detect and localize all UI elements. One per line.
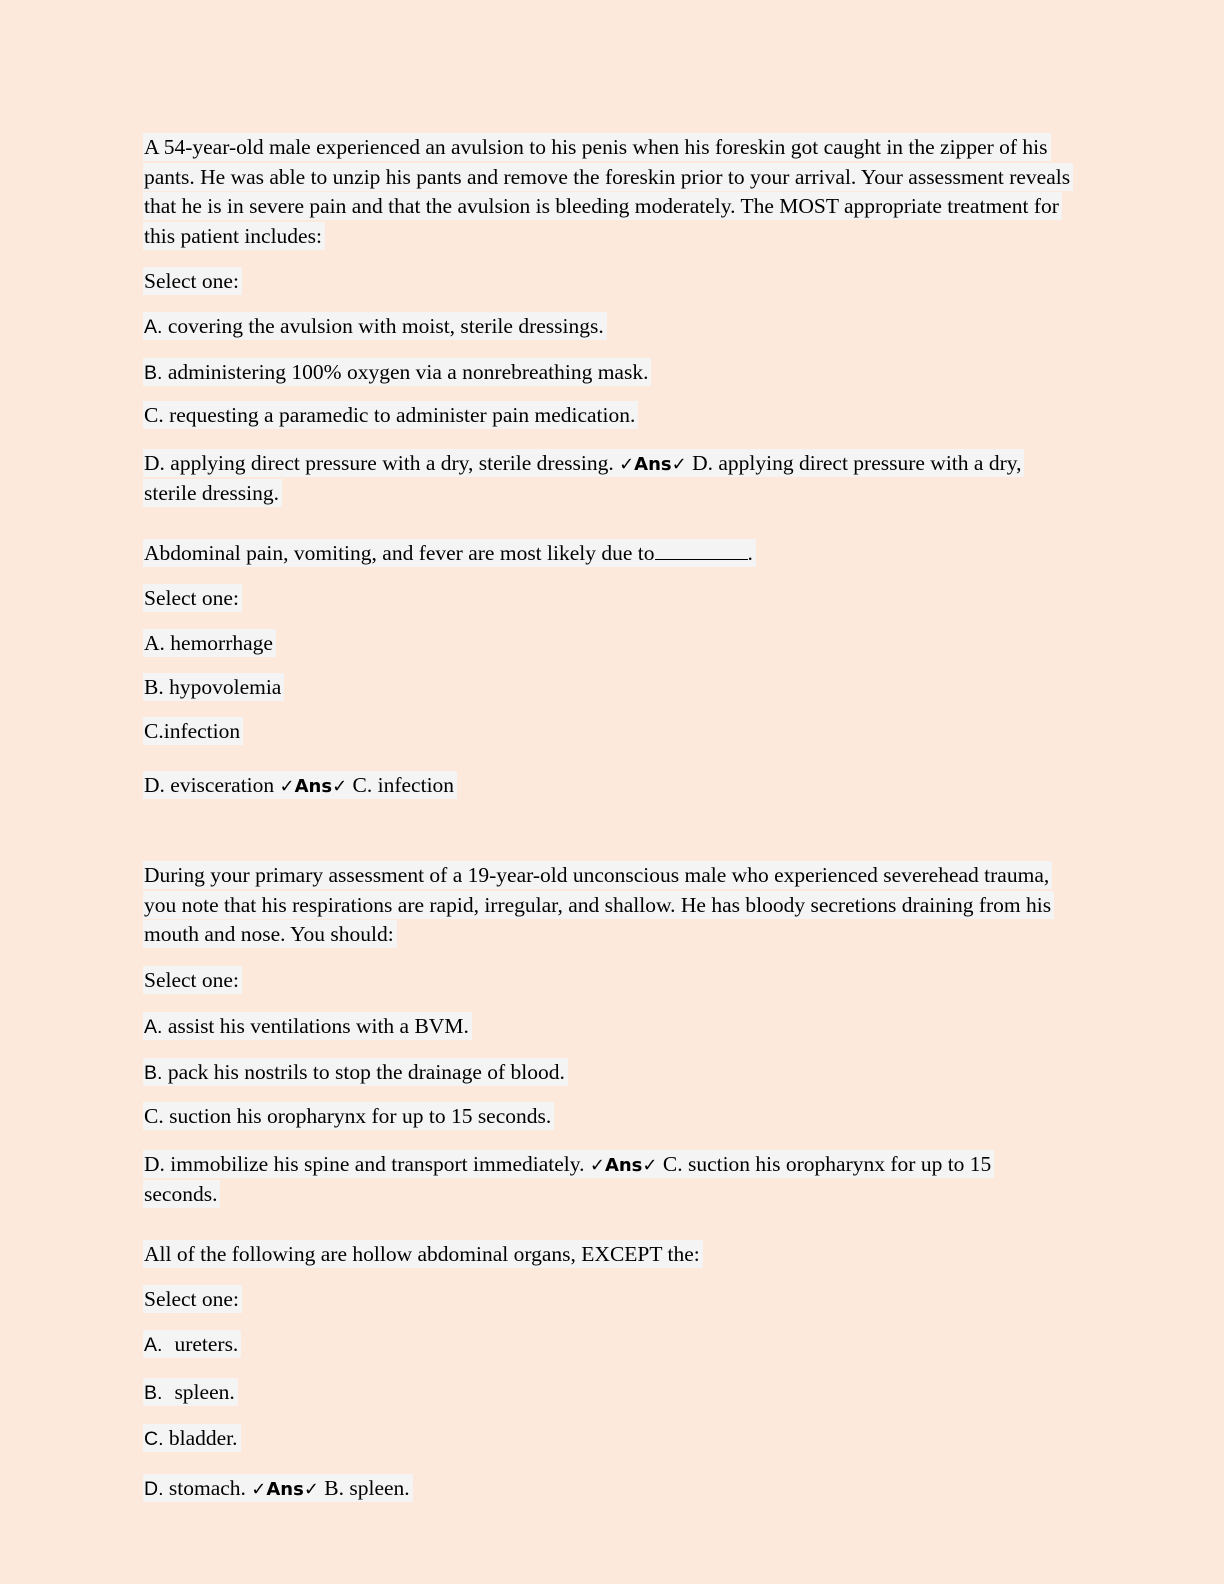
question-text [143,539,1073,568]
option-d-with-answer [143,449,1073,508]
option-text: bladder. [163,1425,238,1450]
answer-text: B. spleen. [318,1475,410,1500]
option-letter: A. [144,631,165,655]
option-a [143,1330,1073,1360]
option-letter: C. [144,1103,164,1128]
option-d-with-answer [143,1150,1073,1209]
option-text: pack his nostrils to stop the drainage of blood. [162,1059,565,1084]
option-c [143,1102,1073,1131]
option-a [143,312,1073,342]
option-text: hypovolemia [163,675,282,699]
option-c [143,717,1073,746]
option-a [143,1012,1073,1042]
option-b [143,358,1073,388]
select-label-text: Select one: [143,966,242,994]
question-stem: A 54-year-old male experienced an avulsion to his penis when his foreskin got caught in the zipper of his pants. He was able to unzip his pants and remove the foreskin prior to your arrival. Your assessment reveals that he is in severe pain and that the avulsion is bleeding moderately. The MOST appropriate treatment for this patient includes: [143,133,1073,250]
question-block [143,1240,1073,1504]
option-text: assist his ventilations with a BVM. [162,1013,469,1038]
select-label-text: Select one: [143,267,242,295]
option-text: covering the avulsion with moist, sterile dressings. [162,314,604,338]
question-text [143,133,1073,251]
option-letter: D. [144,451,165,475]
answer-marker: ✓Ans✓ [251,1478,319,1500]
option-text: ureters. [174,1331,239,1356]
answer-marker: ✓Ans✓ [619,454,687,475]
select-label-text: Select one: [143,584,242,612]
question-stem: All of the following are hollow abdominal organs, EXCEPT the: [143,1240,703,1268]
option-text: administering 100% oxygen via a nonrebreathing mask. [162,360,649,384]
option-text: immobilize his spine and transport immediately. [164,1151,590,1176]
answer-marker: ✓Ans✓ [279,776,348,797]
question-stem: During your primary assessment of a 19-year-old unconscious male who experienced severehead trauma, you note that his respirations are rapid, irregular, and shallow. He has bloody secretions draining from his mouth and nose. You should: [143,861,1054,948]
answer-text: C. infection [347,773,455,797]
select-label-text: Select one: [143,1285,242,1313]
option-letter: B. [144,1061,163,1084]
option-b [143,1058,1073,1088]
option-letter: B. [144,675,164,699]
select-label [143,584,1073,613]
question-text [143,861,1073,950]
option-letter: D. [144,773,165,797]
question-block [143,133,1073,508]
answer-blank [655,541,748,560]
option-b [143,673,1073,702]
option-letter: A. [144,316,163,338]
question-stem-end: . [747,541,753,565]
option-letter: C. [144,403,164,427]
select-label [143,966,1073,995]
option-text: stomach. [163,1475,252,1500]
option-letter: D. [144,1477,164,1500]
question-text [143,1240,1073,1269]
option-c [143,1424,1073,1454]
option-d-with-answer [143,1474,1073,1504]
option-letter: B. [144,1381,163,1404]
option-b [143,1378,1073,1408]
option-text: evisceration [164,773,280,797]
option-c [143,401,1073,430]
question-stem: Abdominal pain, vomiting, and fever are most likely due to [144,541,655,565]
question-block [143,861,1073,1209]
option-text: infection [163,719,241,743]
option-letter: A. [144,1333,163,1356]
question-block [143,539,1073,801]
option-text: applying direct pressure with a dry, sterile dressing. [164,451,620,475]
select-label [143,267,1073,296]
option-letter: C. [144,719,164,743]
option-a [143,629,1073,658]
answer-marker: ✓Ans✓ [589,1154,658,1176]
option-letter: D. [144,1151,165,1176]
option-d-with-answer [143,771,1073,801]
answer-text: D. applying direct pressure with a dry, sterile dressing. [144,451,1022,505]
answer-text: C. suction his oropharynx for up to 15 seconds. [144,1151,992,1206]
option-text: hemorrhage [164,631,273,655]
document-page [143,133,1073,1504]
option-letter: C. [144,1427,164,1450]
option-letter: B. [144,362,163,384]
select-label [143,1285,1073,1314]
option-letter: A. [144,1015,163,1038]
option-text: spleen. [174,1379,235,1404]
option-text: suction his oropharynx for up to 15 seconds. [163,1103,552,1128]
option-text: requesting a paramedic to administer pain medication. [163,403,636,427]
